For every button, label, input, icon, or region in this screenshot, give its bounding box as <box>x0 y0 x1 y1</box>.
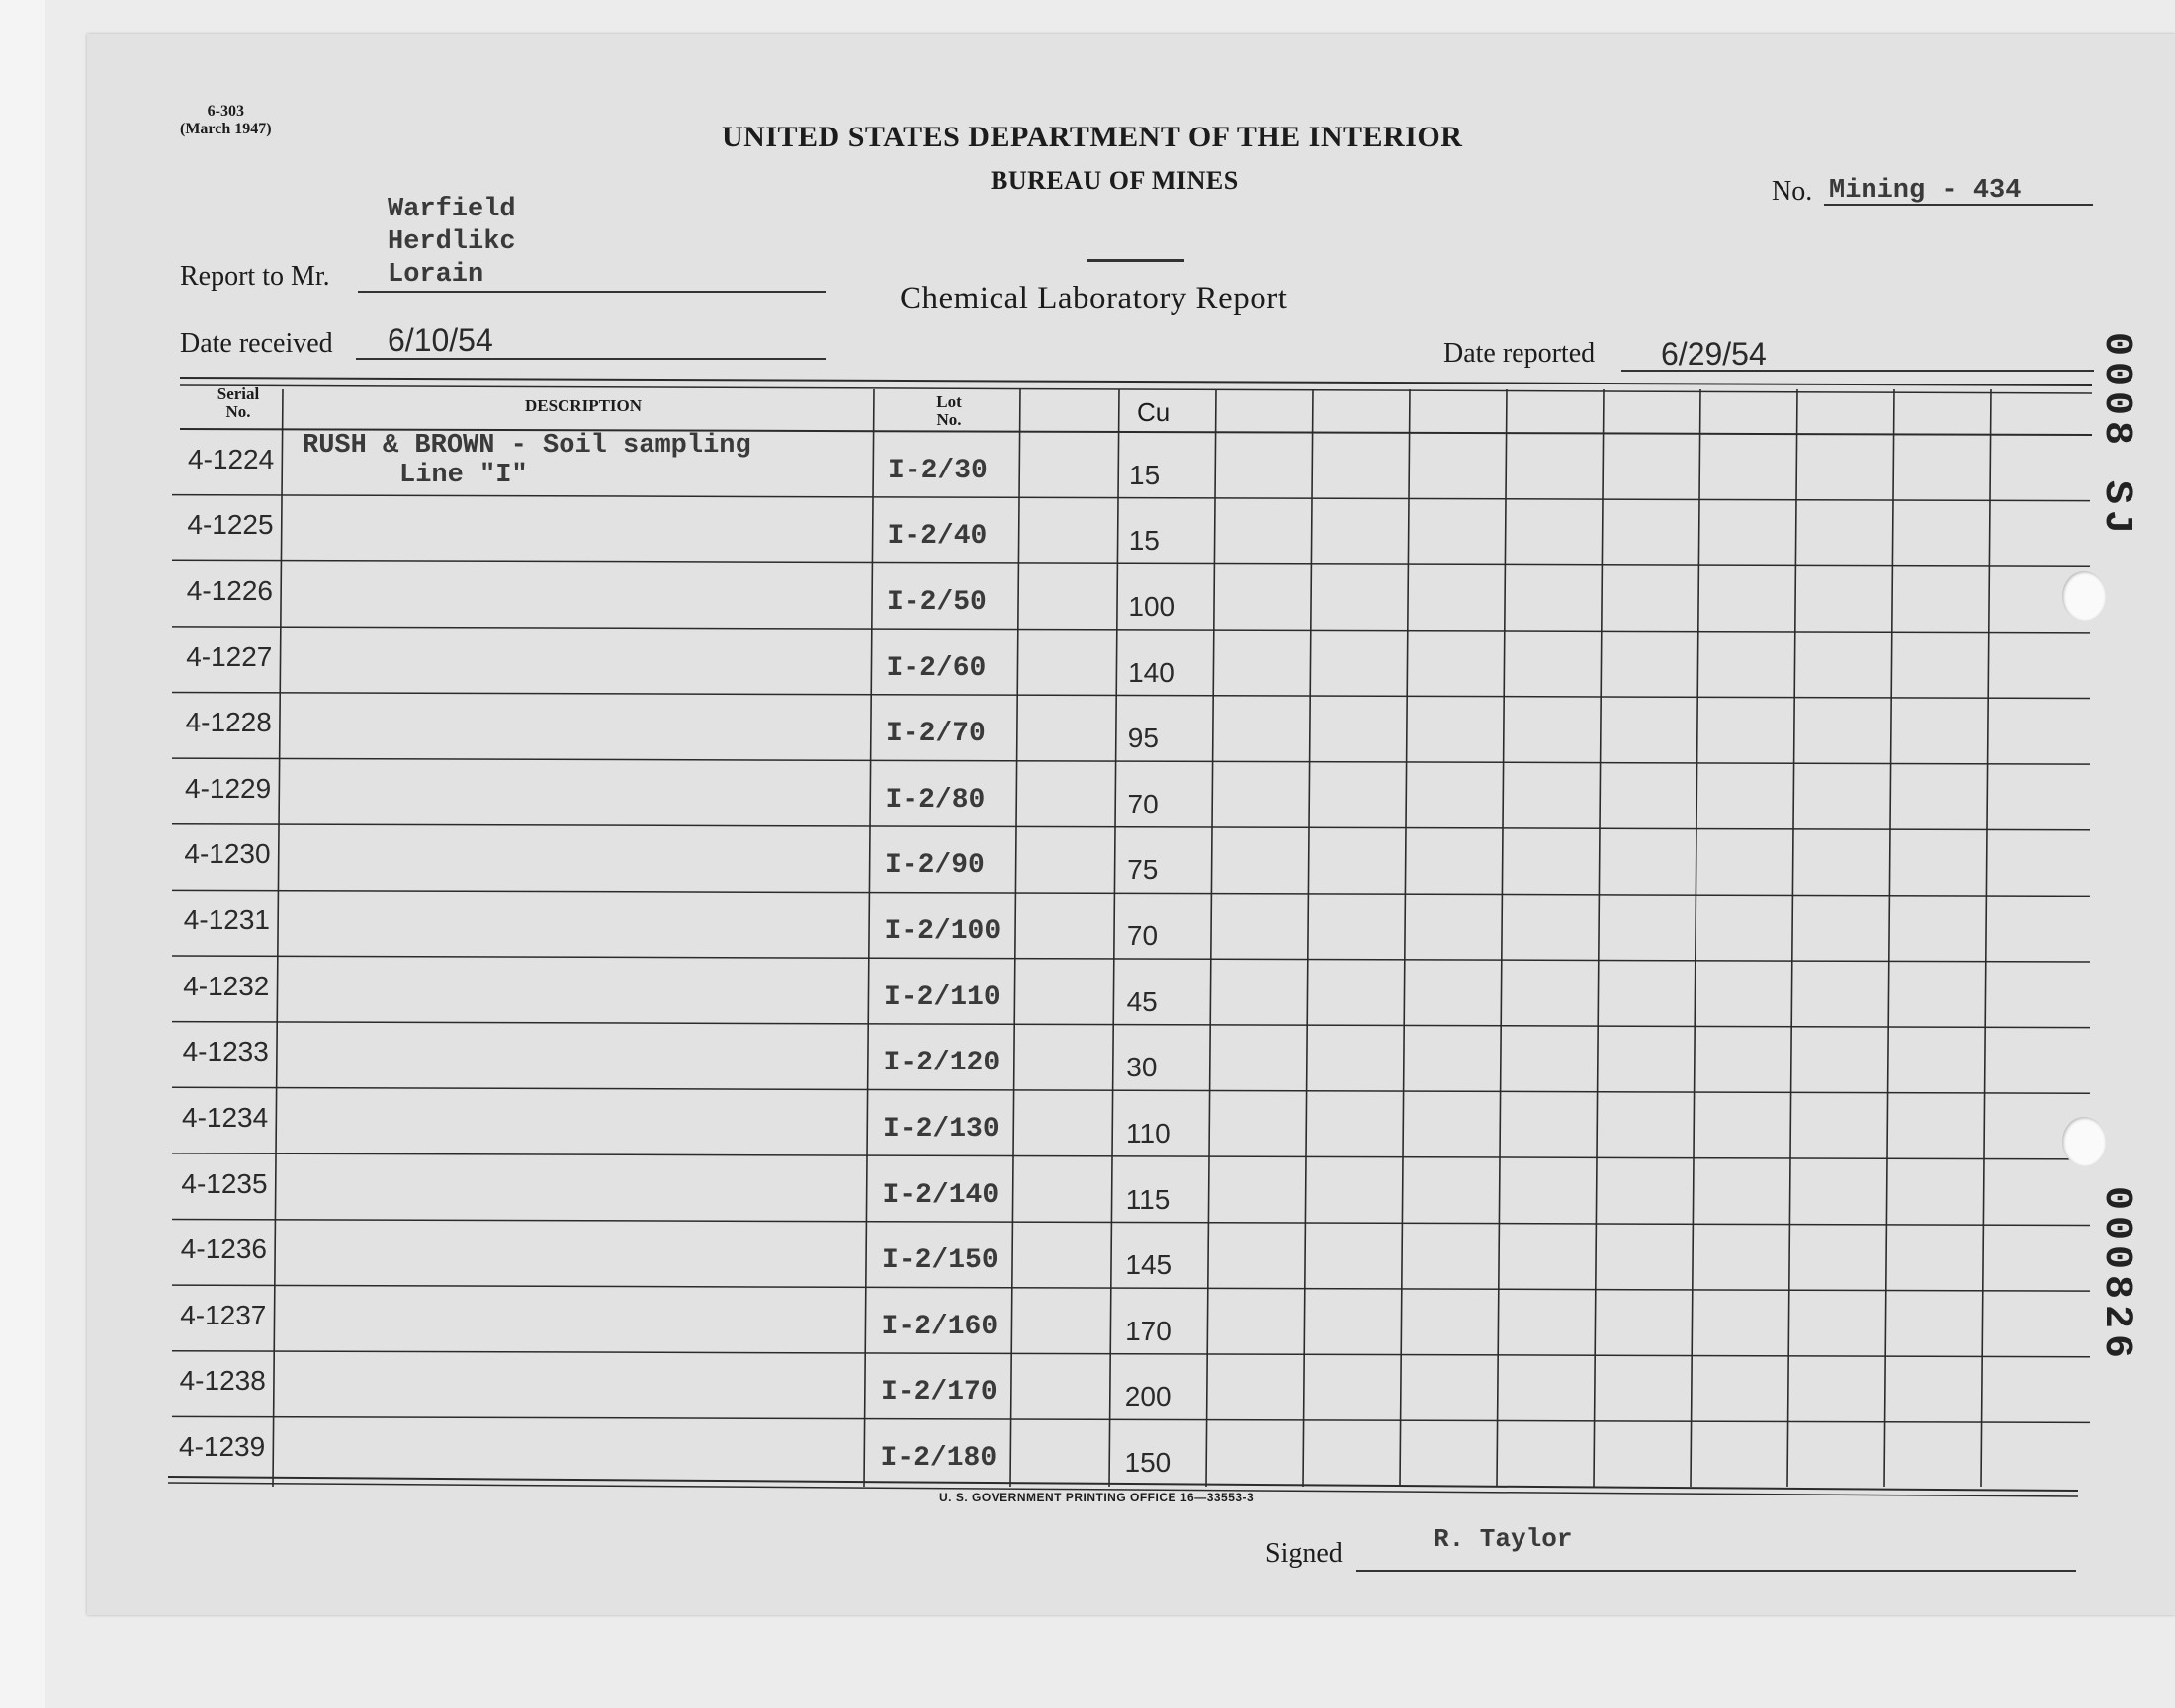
cu-cell: 75 <box>1127 854 1159 886</box>
table-column-line <box>1010 389 1020 1487</box>
lot-cell: I-2/80 <box>885 784 986 815</box>
cu-cell: 45 <box>1126 985 1158 1017</box>
table-bottom-rule <box>168 1477 2078 1491</box>
lot-cell: I-2/40 <box>887 521 988 553</box>
recipient-name: Lorain <box>388 260 484 290</box>
printing-office-line: U. S. GOVERNMENT PRINTING OFFICE 16—33553-3 <box>939 1491 1255 1504</box>
table-column-line <box>1303 389 1313 1487</box>
lot-cell: I-2/170 <box>881 1377 998 1409</box>
table-row-line <box>172 1285 2090 1291</box>
table-top-rule <box>180 378 2092 385</box>
serial-cell: 4-1225 <box>187 509 274 541</box>
table-row-line <box>172 1220 2090 1226</box>
signature-line <box>1356 1570 2076 1572</box>
serial-cell: 4-1227 <box>186 640 273 672</box>
table-column-line <box>1497 389 1507 1487</box>
cu-cell: 200 <box>1124 1381 1172 1412</box>
form-edition: (March 1947) <box>180 121 272 137</box>
column-header-lot-line1: Lot <box>936 392 962 411</box>
table-row-line <box>172 758 2090 764</box>
cu-cell: 30 <box>1126 1052 1158 1083</box>
column-header-description: DESCRIPTION <box>524 396 643 415</box>
lot-cell: I-2/140 <box>882 1179 1000 1211</box>
lot-cell: I-2/120 <box>883 1048 1000 1079</box>
recipient-name: Herdlikc <box>388 227 516 257</box>
table-column-line <box>1884 389 1894 1487</box>
table-column-line <box>1787 389 1797 1487</box>
lot-cell: I-2/70 <box>886 719 986 750</box>
recipient-name: Warfield <box>388 195 516 224</box>
serial-cell: 4-1228 <box>185 707 272 738</box>
lot-cell: I-2/60 <box>886 652 987 684</box>
report-title: Chemical Laboratory Report <box>900 281 1288 316</box>
table-row-line <box>172 1416 2090 1422</box>
table-row-line <box>172 495 2090 501</box>
table-row-line <box>172 956 2090 962</box>
cu-cell: 170 <box>1125 1315 1172 1346</box>
serial-cell: 4-1234 <box>182 1101 269 1133</box>
serial-cell: 4-1224 <box>188 443 275 474</box>
lot-cell: I-2/160 <box>881 1311 999 1342</box>
table-column-line <box>1981 389 1991 1487</box>
column-header-cu: Cu <box>1137 397 1171 427</box>
stamp-top: 0008 SJ <box>2094 332 2138 541</box>
date-reported-value: 6/29/54 <box>1661 336 1767 372</box>
table-column-line <box>273 389 283 1487</box>
table-column-line <box>1594 389 1604 1487</box>
cu-cell: 100 <box>1128 590 1175 622</box>
report-to-label: Report to Mr. <box>180 261 330 292</box>
serial-cell: 4-1239 <box>179 1431 266 1462</box>
table-row-line <box>172 1351 2090 1357</box>
cu-cell: 140 <box>1128 656 1174 688</box>
table-column-line <box>1400 389 1410 1487</box>
serial-cell: 4-1236 <box>180 1234 267 1265</box>
punch-hole <box>2062 1117 2106 1166</box>
serial-cell: 4-1232 <box>183 970 270 1001</box>
lot-cell: I-2/30 <box>888 455 988 486</box>
serial-cell: 4-1233 <box>182 1036 269 1068</box>
cu-cell: 70 <box>1127 788 1159 819</box>
serial-cell: 4-1231 <box>183 904 270 935</box>
stamp-bottom: 000826 <box>2094 1186 2138 1365</box>
lot-cell: I-2/100 <box>884 916 1001 947</box>
column-header-lot <box>910 393 989 429</box>
table-column-line <box>1206 389 1216 1487</box>
table-row-line <box>172 560 2090 566</box>
serial-cell: 4-1235 <box>181 1167 268 1199</box>
date-received-value: 6/10/54 <box>388 322 493 358</box>
table-row-line <box>172 1022 2090 1028</box>
lot-cell: I-2/180 <box>880 1443 998 1474</box>
report-number-value: Mining - 434 <box>1829 176 2022 206</box>
cu-cell: 145 <box>1125 1249 1173 1281</box>
column-header-serial-line1: Serial <box>217 384 260 403</box>
serial-cell: 4-1238 <box>179 1365 266 1397</box>
table-column-line <box>1109 389 1119 1487</box>
cu-cell: 15 <box>1128 525 1160 556</box>
lot-cell: I-2/90 <box>885 850 985 882</box>
serial-cell: 4-1237 <box>180 1299 267 1330</box>
serial-cell: 4-1229 <box>185 772 272 804</box>
table-row-line <box>172 1087 2090 1093</box>
cu-cell: 110 <box>1126 1117 1171 1149</box>
table-top-rule <box>180 385 2092 393</box>
date-reported-label: Date reported <box>1443 338 1596 369</box>
agency-name: UNITED STATES DEPARTMENT OF THE INTERIOR <box>722 121 1463 153</box>
column-header-serial-line2: No. <box>225 402 251 421</box>
lot-cell: I-2/130 <box>883 1113 1000 1145</box>
date-received-label: Date received <box>180 328 333 359</box>
lot-cell: I-2/110 <box>884 982 1000 1013</box>
description-line: Line "I" <box>399 461 528 490</box>
lot-cell: I-2/150 <box>882 1245 999 1277</box>
serial-cell: 4-1230 <box>184 838 271 870</box>
table-column-line <box>864 389 874 1487</box>
table-column-line <box>1691 389 1700 1487</box>
table-row-line <box>172 1153 2090 1159</box>
signature-name: R. Taylor <box>1434 1524 1573 1554</box>
table-row-line <box>172 627 2090 633</box>
table-row-line <box>172 890 2090 896</box>
table-row-line <box>172 693 2090 699</box>
bureau-name: BUREAU OF MINES <box>991 166 1239 195</box>
cu-cell: 115 <box>1125 1183 1171 1215</box>
description-line: RUSH & BROWN - Soil sampling <box>303 431 751 461</box>
form-code: 6-303 <box>207 103 244 120</box>
column-header-lot-line2: No. <box>936 410 962 429</box>
cu-cell: 15 <box>1129 459 1161 490</box>
cu-cell: 95 <box>1127 723 1159 754</box>
cu-cell: 150 <box>1124 1447 1172 1478</box>
lot-cell: I-2/50 <box>887 586 987 618</box>
signed-label: Signed <box>1265 1538 1343 1569</box>
table-row-line <box>172 824 2090 830</box>
column-header-serial <box>194 385 283 421</box>
punch-hole <box>2062 571 2106 621</box>
description-cell <box>303 431 751 490</box>
report-number-label: No. <box>1772 176 1813 207</box>
cu-cell: 70 <box>1126 920 1159 951</box>
serial-cell: 4-1226 <box>186 574 273 606</box>
